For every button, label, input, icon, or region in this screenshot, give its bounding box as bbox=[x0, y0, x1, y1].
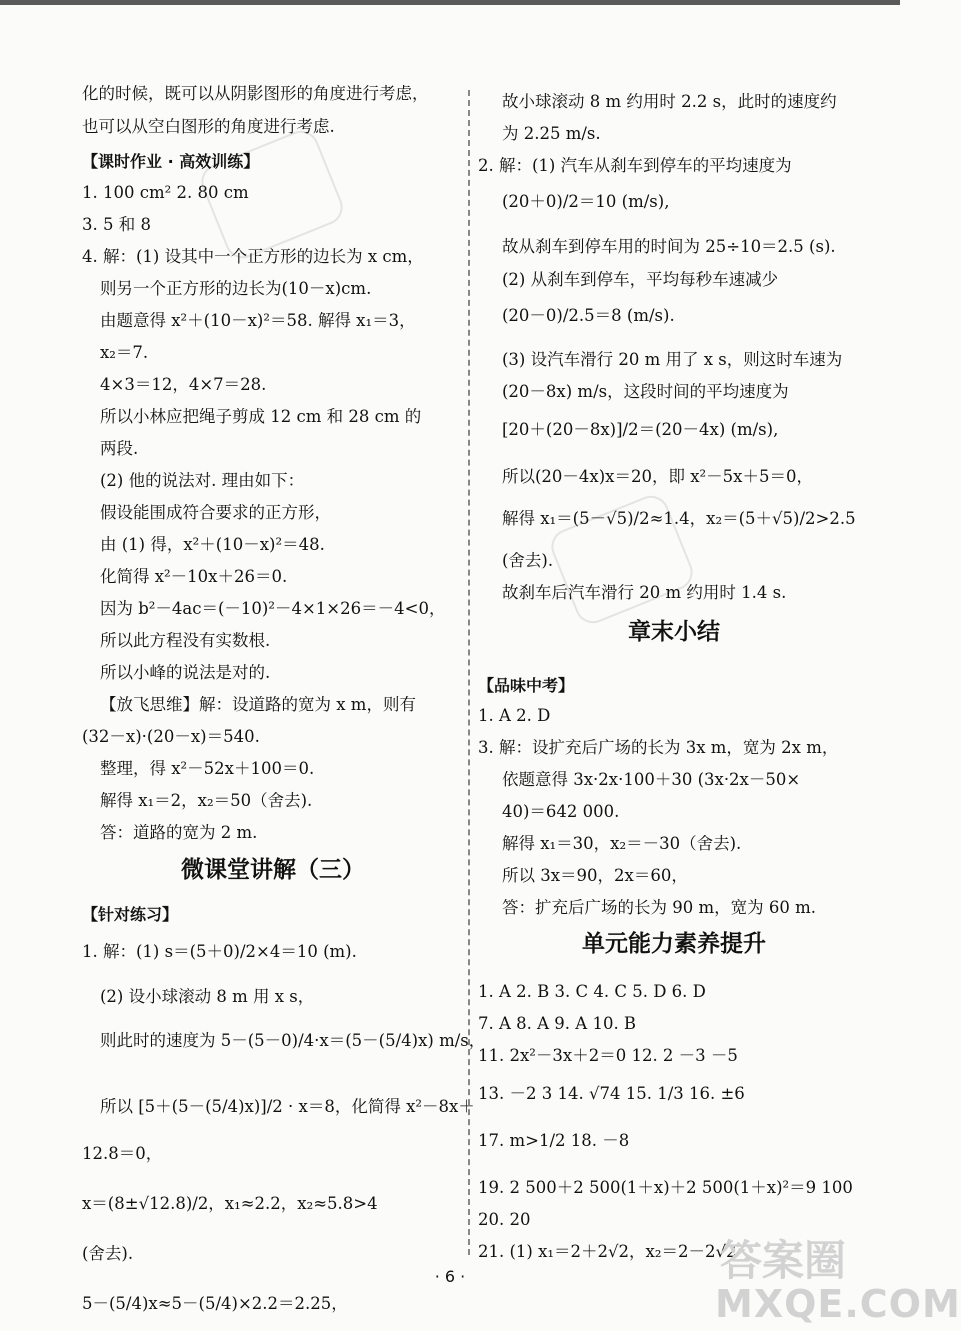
text-line: 化简得 x²－10x＋26＝0. bbox=[100, 567, 288, 586]
watermark-logo-text: 答案圈 bbox=[720, 1236, 847, 1285]
text-line: 1. A 2. B 3. C 4. C 5. D 6. D bbox=[478, 982, 706, 1001]
text-line: 17. m>1/2 18. －8 bbox=[478, 1131, 630, 1150]
text-line: 所以此方程没有实数根. bbox=[100, 631, 271, 650]
text-line: 化的时候，既可以从阴影图形的角度进行考虑， bbox=[82, 84, 429, 103]
text-line: 12.8＝0， bbox=[82, 1144, 163, 1163]
text-line: 假设能围成符合要求的正方形， bbox=[100, 503, 331, 522]
text-line: 【放飞思维】解：设道路的宽为 x m，则有 bbox=[100, 695, 416, 714]
text-line: 依题意得 3x·2x·100＋30 (3x·2x－50× bbox=[502, 770, 801, 789]
text-line: 所以(20－4x)x＝20，即 x²－5x＋5＝0， bbox=[502, 467, 813, 486]
section-title: 单元能力素养提升 bbox=[582, 931, 766, 957]
text-line: x＝(8±√12.8)/2，x₁≈2.2，x₂≈5.8>4 bbox=[82, 1194, 378, 1213]
text-line: 故小球滚动 8 m 约用时 2.2 s，此时的速度约 bbox=[502, 92, 837, 111]
text-line: 则此时的速度为 5－(5－0)/4·x＝(5－(5/4)x) m/s， bbox=[100, 1031, 486, 1050]
text-line: 1. 解：(1) s＝(5＋0)/2×4＝10 (m). bbox=[82, 942, 357, 961]
text-line: 3. 5 和 8 bbox=[82, 215, 151, 234]
text-line: 解得 x₁＝2，x₂＝50（舍去). bbox=[100, 791, 313, 810]
text-line: (舍去). bbox=[82, 1244, 134, 1263]
text-line: 所以小林应把绳子剪成 12 cm 和 28 cm 的 bbox=[100, 407, 422, 426]
text-line: 也可以从空白图形的角度进行考虑. bbox=[82, 117, 335, 136]
column-divider bbox=[468, 90, 470, 1255]
text-line: (2) 他的说法对. 理由如下： bbox=[100, 471, 305, 490]
text-line: (舍去). bbox=[502, 551, 554, 570]
text-line: 4×3＝12，4×7＝28. bbox=[100, 375, 267, 394]
text-line: (3) 设汽车滑行 20 m 用了 x s，则这时车速为 bbox=[502, 350, 843, 369]
text-line: (20＋0)/2＝10 (m/s), bbox=[502, 192, 670, 211]
text-line: 解得 x₁＝30，x₂＝－30（舍去). bbox=[502, 834, 742, 853]
text-line: 由题意得 x²＋(10－x)²＝58. 解得 x₁＝3， bbox=[100, 311, 416, 330]
section-title: 章末小结 bbox=[628, 619, 720, 645]
text-line: 答：道路的宽为 2 m. bbox=[100, 823, 258, 842]
text-line: 11. 2x²－3x＋2＝0 12. 2 －3 －5 bbox=[478, 1046, 738, 1065]
text-line: (2) 从刹车到停车，平均每秒车速减少 bbox=[502, 270, 779, 289]
text-line: 所以小峰的说法是对的. bbox=[100, 663, 271, 682]
top-edge-bar bbox=[0, 0, 900, 5]
text-line: x₂＝7. bbox=[100, 343, 149, 362]
text-line: 5－(5/4)x≈5－(5/4)×2.2＝2.25， bbox=[82, 1294, 348, 1313]
text-line: 为 2.25 m/s. bbox=[502, 124, 601, 143]
page-number: · 6 · bbox=[434, 1267, 466, 1286]
text-line: 2. 解：(1) 汽车从刹车到停车的平均速度为 bbox=[478, 156, 792, 175]
text-line: 整理，得 x²－52x＋100＝0. bbox=[100, 759, 315, 778]
text-line: 19. 2 500＋2 500(1＋x)＋2 500(1＋x)²＝9 100 bbox=[478, 1178, 853, 1197]
text-line: (20－8x) m/s，这段时间的平均速度为 bbox=[502, 382, 789, 401]
text-line: 7. A 8. A 9. A 10. B bbox=[478, 1014, 637, 1033]
text-line: 所以 3x＝90，2x＝60， bbox=[502, 866, 688, 885]
text-line: (2) 设小球滚动 8 m 用 x s， bbox=[100, 987, 315, 1006]
text-line: 1. 100 cm² 2. 80 cm bbox=[82, 183, 249, 202]
section-label: 【针对练习】 bbox=[82, 905, 179, 924]
text-line: 由 (1) 得，x²＋(10－x)²＝48. bbox=[100, 535, 325, 554]
text-line: 故刹车后汽车滑行 20 m 约用时 1.4 s. bbox=[502, 583, 787, 602]
text-line: (32－x)·(20－x)＝540. bbox=[82, 727, 260, 746]
section-title: 微课堂讲解（三） bbox=[181, 857, 365, 883]
text-line: 所以 [5＋(5－(5/4)x)]/2 · x＝8，化简得 x²－8x＋ bbox=[100, 1097, 475, 1116]
text-line: 答：扩充后广场的长为 90 m，宽为 60 m. bbox=[502, 898, 817, 917]
text-line: (20－0)/2.5＝8 (m/s). bbox=[502, 306, 675, 325]
text-line: 两段. bbox=[100, 439, 139, 458]
text-line: 13. －2 3 14. √74 15. 1/3 16. ±6 bbox=[478, 1084, 745, 1103]
text-line: 1. A 2. D bbox=[478, 706, 551, 725]
text-line: 4. 解：(1) 设其中一个正方形的边长为 x cm， bbox=[82, 247, 424, 266]
text-line: 解得 x₁＝(5－√5)/2≈1.4，x₂＝(5＋√5)/2>2.5 bbox=[502, 509, 856, 528]
text-line: 因为 b²－4ac＝(－10)²－4×1×26＝－4<0， bbox=[100, 599, 446, 618]
text-line: 故从刹车到停车用的时间为 25÷10＝2.5 (s). bbox=[502, 237, 836, 256]
watermark-url-text: MXQE.COM bbox=[715, 1282, 961, 1326]
text-line: 40)＝642 000. bbox=[502, 802, 620, 821]
text-line: 20. 20 bbox=[478, 1210, 531, 1229]
text-line: 3. 解：设扩充后广场的长为 3x m，宽为 2x m， bbox=[478, 738, 839, 757]
section-label: 【课时作业 · 高效训练】 bbox=[82, 152, 260, 171]
text-line: 21. (1) x₁＝2＋2√2，x₂＝2－2√2 bbox=[478, 1242, 737, 1261]
text-line: 则另一个正方形的边长为(10－x)cm. bbox=[100, 279, 372, 298]
section-label: 【品味中考】 bbox=[478, 676, 575, 695]
text-line: [20＋(20－8x)]/2＝(20－4x) (m/s), bbox=[502, 420, 779, 439]
